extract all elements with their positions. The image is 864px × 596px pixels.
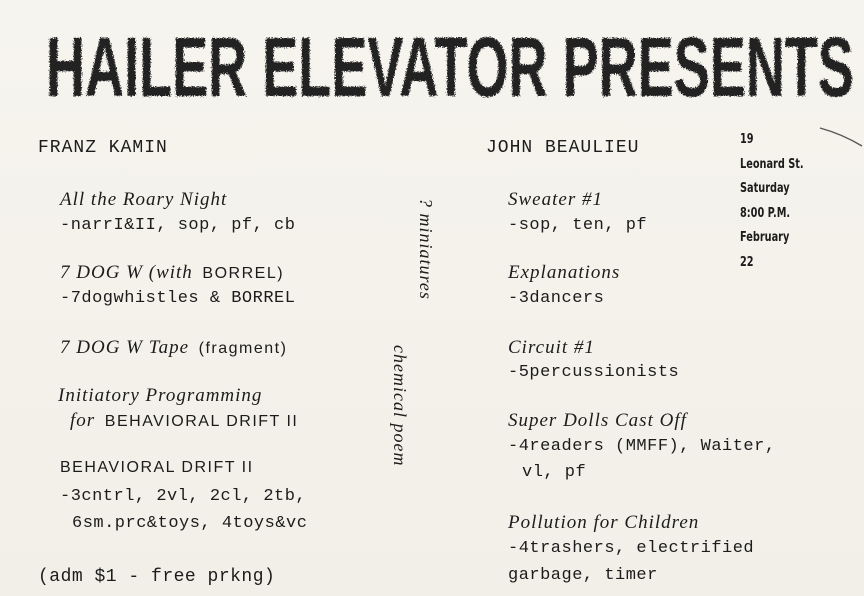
right-item-3-title: Circuit #1 — [508, 337, 595, 358]
left-item-2-title — [60, 262, 284, 284]
left-item-5-detail: -3cntrl, 2vl, 2cl, 2tb, — [60, 487, 307, 506]
left-item-1-detail: -narrI&II, sop, pf, cb — [60, 216, 296, 235]
right-item-4-detail2: vl, pf — [522, 463, 587, 482]
title-text: HAILER ELEVATOR PRESENTS — [46, 20, 854, 110]
left-heading: FRANZ KAMIN — [38, 138, 168, 158]
left-item-5-detail2: 6sm.prc&toys, 4toys&vc — [72, 514, 308, 533]
right-item-2-title: Explanations — [508, 262, 621, 283]
right-item-5-detail2: garbage, timer — [508, 566, 658, 585]
flyer-title — [40, 14, 860, 110]
right-item-1-title: Sweater #1 — [508, 189, 603, 210]
right-item-2-detail: -3dancers — [508, 289, 605, 308]
corner-stroke — [818, 124, 864, 150]
event-date: 22 — [740, 254, 754, 270]
event-month: February — [740, 230, 790, 245]
right-item-4-detail: -4readers (MMFF), Waiter, — [508, 437, 776, 456]
event-street-number: 19 — [740, 132, 754, 147]
right-item-3-detail: -5percussionists — [508, 363, 680, 382]
left-item-2-detail: -7dogwhistles & BORREL — [60, 289, 296, 308]
left-item-4-title: Initiatory Programming — [58, 385, 263, 406]
left-item-4-drift: BEHAVIORAL DRIFT II — [104, 413, 299, 430]
left-item-2-title-a: 7 DOG W (with — [60, 262, 193, 283]
left-item-3-title-a: 7 DOG W Tape — [60, 337, 189, 358]
left-item-2-title-b: BORREL) — [202, 265, 285, 282]
event-street: Leonard St. — [740, 156, 804, 172]
chemical-poem-text: chemical poem — [390, 345, 410, 467]
left-item-4-title2 — [70, 410, 298, 432]
event-info — [740, 128, 804, 275]
right-heading: JOHN BEAULIEU — [486, 138, 640, 158]
left-item-3-title — [60, 337, 287, 359]
left-item-5-title: BEHAVIORAL DRIFT II — [60, 459, 254, 476]
event-time: 8:00 P.M. — [740, 205, 791, 221]
right-item-5-detail: -4trashers, electrified — [508, 539, 755, 558]
right-item-5-title: Pollution for Children — [508, 512, 700, 533]
event-day: Saturday — [740, 181, 790, 196]
right-item-4-title: Super Dolls Cast Off — [508, 410, 687, 431]
right-item-1-detail: -sop, ten, pf — [508, 216, 648, 235]
left-item-1-title: All the Roary Night — [60, 189, 228, 210]
left-item-4-for: for — [70, 410, 96, 431]
left-item-3-title-b: (fragment) — [198, 340, 288, 357]
admission-note: (adm $1 - free prkng) — [38, 567, 276, 587]
miniatures-text: ? miniatures — [416, 198, 436, 300]
